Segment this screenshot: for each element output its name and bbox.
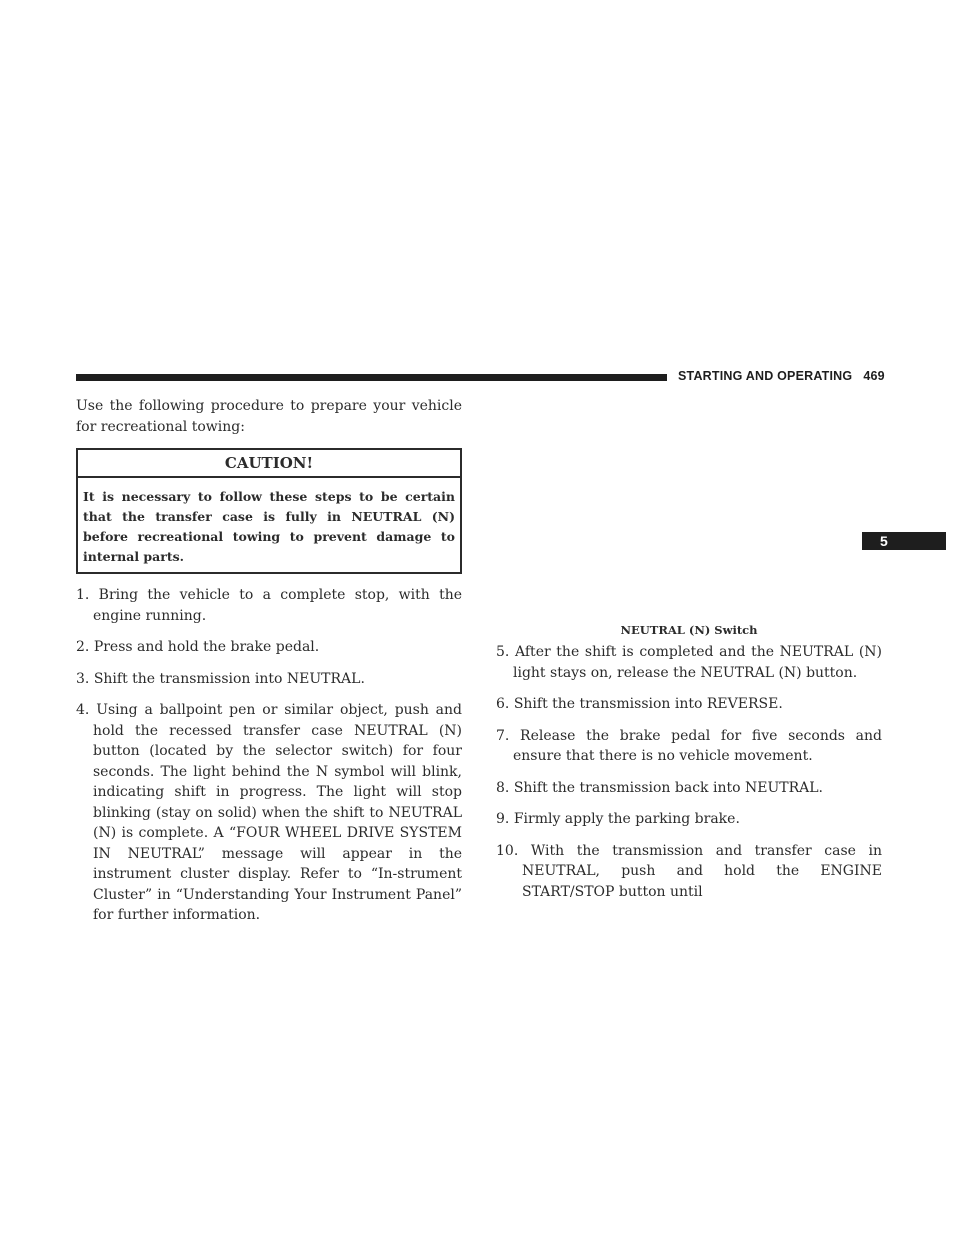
step-number: 4. [76,702,90,718]
step-item [76,669,462,690]
step-number: 10. [496,842,519,859]
step-text: With the transmission and transfer case in NEUTRAL, push and hold the ENGINE START/STOP button until [522,842,882,900]
step-text: Shift the transmission into NEUTRAL. [93,670,365,687]
caution-text: It is necessary to follow these steps to be certain that the transfer case is fully in NEUTRAL (N) before recreational towing to prevent damage to internal parts. [83,489,455,564]
step-text: After the shift is completed and the NEUTRAL (N) light stays on, release the NEUTRAL (N) button. [513,644,883,681]
step-number: 6. [496,696,510,712]
right-column [496,642,882,913]
step-item [76,700,462,926]
step-text: Using a ballpoint pen or similar object, push and hold the recessed transfer case NEUTRAL (N) button (located by the selector switch) for four seconds. The light behind the N symbol will blink, indicating shift in progress. The light will stop blinking (stay on solid) when the shift to NEUTRAL (N) is complete. A “FOUR WHEEL DRIVE SYSTEM IN NEUTRAL” message will appear in the instrument cluster display. Refer to “In-strument Cluster” in “Understanding Your Instrument Panel” for further information. [93,702,463,923]
step-item [76,585,462,626]
step-item [76,637,462,658]
step-text: Release the brake pedal for five seconds and ensure that there is no vehicle movement. [513,727,882,764]
step-number: 9. [496,811,510,827]
running-header [678,369,885,383]
step-number: 1. [76,587,90,603]
step-item [496,642,882,683]
intro-paragraph: Use the following procedure to prepare your vehicle for recreational towing: [76,398,462,435]
caution-box [76,448,462,574]
step-text: Press and hold the brake pedal. [93,639,320,655]
chapter-tab: 5 [862,532,946,550]
step-item [496,726,882,767]
step-text: Shift the transmission into REVERSE. [513,696,783,712]
section-title: STARTING AND OPERATING [678,369,853,383]
step-number: 7. [496,727,510,744]
header-rule [76,374,667,381]
step-text: Bring the vehicle to a complete stop, with the engine running. [93,587,462,624]
step-number: 3. [76,670,90,687]
page-number: 469 [863,369,885,383]
step-number: 5. [496,644,510,660]
step-number: 8. [496,779,510,796]
caution-title: CAUTION! [78,450,460,478]
left-column [76,396,462,937]
step-item [496,841,882,903]
step-item [496,778,882,799]
step-text: Firmly apply the parking brake. [513,811,740,827]
step-item [496,809,882,830]
figure-caption: NEUTRAL (N) Switch [620,623,758,637]
step-text: Shift the transmission back into NEUTRAL. [513,779,823,796]
step-item [496,694,882,715]
figure-placeholder [496,396,882,618]
step-number: 2. [76,639,90,655]
